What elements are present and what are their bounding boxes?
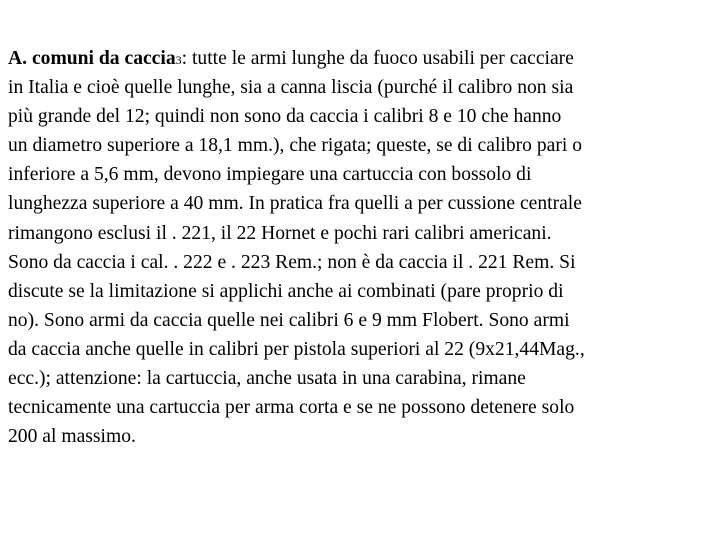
text-line-14: 200 al massimo. [8,426,136,448]
text-line-4: un diametro superiore a 18,1 mm.), che rigata; queste, se di calibro pari o [8,135,583,157]
line-text: : tutte le armi lunghe da fuoco usabili per cacciare [181,48,574,69]
text-line-1 [8,44,714,73]
body-text [8,44,714,451]
definition-term: A. comuni da caccia [8,48,176,69]
text-line-6: lunghezza superiore a 40 mm. In pratica fra quelli a per cussione centrale [8,193,582,215]
text-line-13: tecnicamente una cartuccia per arma corta e se ne possono detenere solo [8,397,575,419]
text-line-8: Sono da caccia i cal. . 222 e . 223 Rem.; non è da caccia il . 221 Rem. Si [8,251,576,273]
text-line-7: rimangono esclusi il . 221, il 22 Hornet e pochi rari calibri americani. [8,222,552,244]
text-line-11: da caccia anche quelle in calibri per pistola superiori al 22 (9x21,44Mag., [8,338,585,360]
text-line-3: più grande del 12; quindi non sono da caccia i calibri 8 e 10 che hanno [8,106,562,128]
text-line-9: discute se la limitazione si applichi anche ai combinati (pare proprio di [8,280,564,302]
text-line-2: in Italia e cioè quelle lunghe, sia a canna liscia (purché il calibro non sia [8,77,574,99]
text-line-5: inferiore a 5,6 mm, devono impiegare una cartuccia con bossolo di [8,164,532,186]
text-line-10: no). Sono armi da caccia quelle nei calibri 6 e 9 mm Flobert. Sono armi [8,309,570,331]
footnote-ref: 3 [175,53,182,67]
text-line-12: ecc.); attenzione: la cartuccia, anche usata in una carabina, rimane [8,368,526,390]
